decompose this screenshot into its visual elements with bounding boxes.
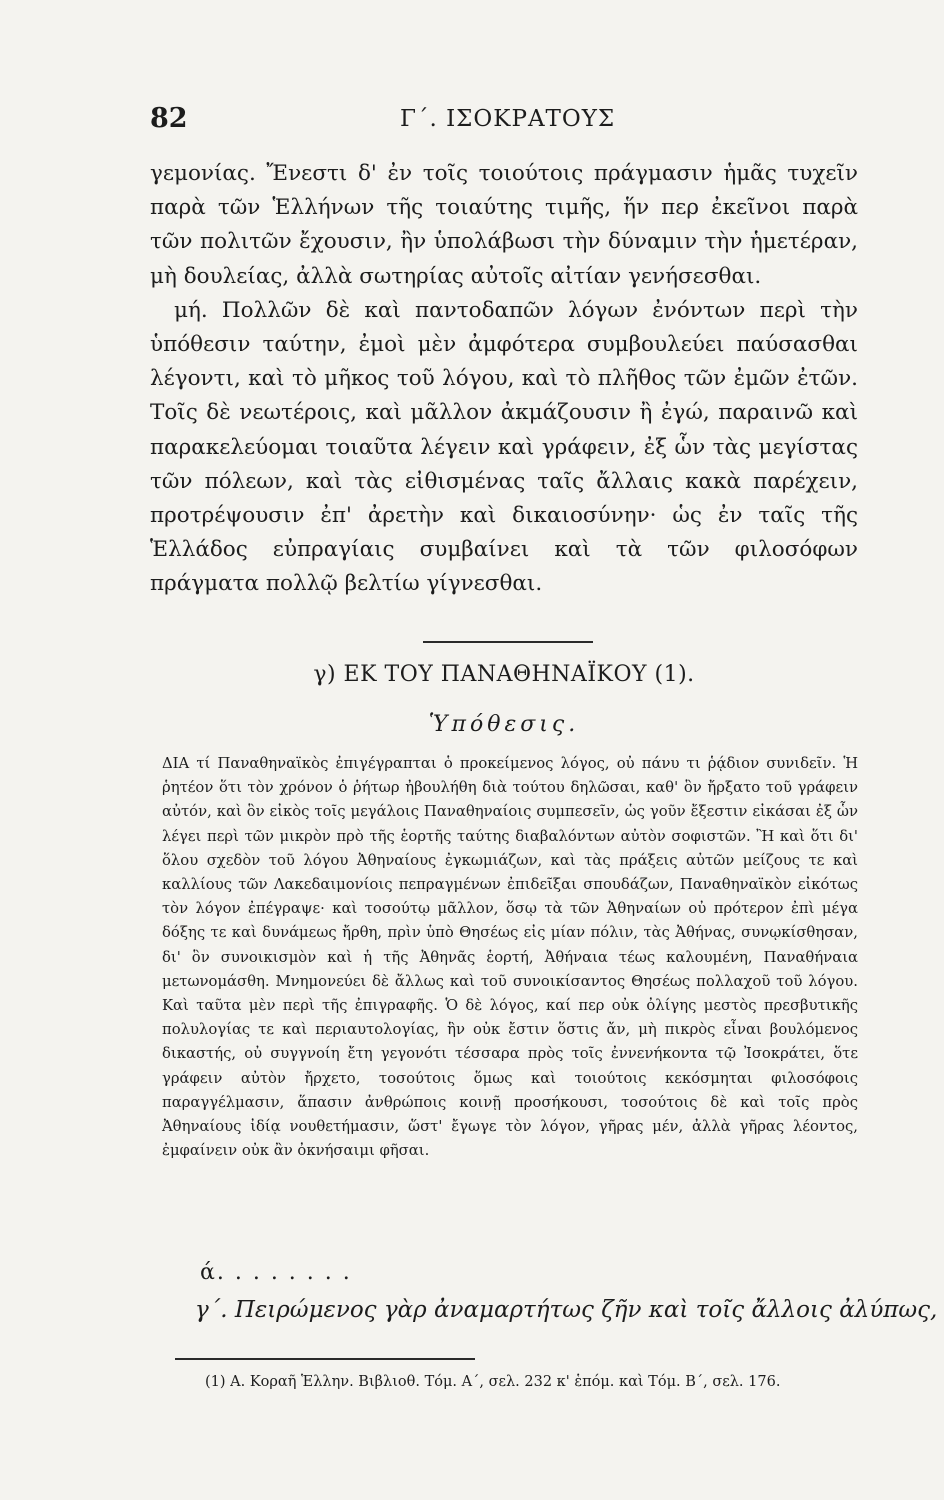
quote-line: γ΄. Πειρώμενος γὰρ ἀναμαρτήτως ζῆν καὶ τοῖς ἄλλοις ἀλύπως,: [195, 1297, 938, 1323]
running-title: Γ΄. ΙΣΟΚΡΑΤΟΥΣ: [400, 106, 616, 132]
argument-text: ΔΙΑ τί Παναθηναϊκὸς ἐπιγέγραπται ὁ προκείμενος λόγος, οὐ πάνυ τι ῥᾴδιον συνιδεῖν. Ἡ ῥητέον ὅτι τὸν χρόνον ὁ ῥήτωρ ἠβουλήθη διὰ τούτου δηλῶσαι, καθ' ὃν ἤρξατο τοῦ γράφειν αὐτόν, καὶ ὃν εἰκὸς τοῖς μεγάλοις Παναθηναίοις συμπεσεῖν, ὡς γοῦν ἔξεστιν εἰκάσαι ἐξ ὧν λέγει περὶ τῶν μικρὸν πρὸ τῆς ἑορτῆς ταύτης διαβαλόντων αὐτὸν σοφιστῶν. Ἢ καὶ ὅτι δι' ὅλου σχεδὸν τοῦ λόγου Ἀθηναίους ἐγκωμιάζων, καὶ τὰς πράξεις αὐτῶν μείζους τε καὶ καλλίους τῶν Λακεδαιμονίοις πεπραγμένων ἐπιδεῖξαι σπουδάζων, Παναθηναϊκὸν εἰκότως τὸν λόγον ἐπέγραψε· καὶ τοσούτῳ μᾶλλον, ὅσῳ τὰ τῶν Ἀθηναίων οὐ πρότερον ἐπὶ μέγα δόξης τε καὶ δυνάμεως ἤρθη, πρὶν ὑπὸ Θησέως εἰς μίαν πόλιν, τὰς Ἀθήνας, συνῳκίσθησαν, δι' ὃν συνοικισμὸν καὶ ἡ τῆς Ἀθηνᾶς ἑορτή, Ἀθήναια τέως καλουμένη, Παναθήναια μετωνομάσθη. Μνημονεύει δὲ ἄλλως καὶ τοῦ συνοικίσαντος Θησέως πολλαχοῦ τοῦ λόγου. Καὶ ταῦτα μὲν περὶ τῆς ἐπιγραφῆς. Ὁ δὲ λόγος, καί περ οὐκ ὀλίγης μεστὸς πρεσβυτικῆς πολυλογίας τε καὶ περιαυτολογίας, ἣν οὐκ ἔστιν ὅστις ἄν, μὴ πικρὸς εἶναι βουλόμενος δικαστής, οὐ συγγνοίη ἔτη γεγονότι τέσσαρα πρὸς τοῖς ἐννενήκοντα τῷ Ἰσοκράτει, ὅτε γράφειν αὐτὸν ἤρχετο, τοσούτοις ὅμως καὶ τοιούτοις κεκόσμηται φιλοσόφοις παραγγέλμασιν, ἅπασιν ἀνθρώποις κοινῇ προσήκουσι, τοσούτοις δὲ καὶ τοῖς πρὸς Ἀθηναίους ἰδίᾳ νουθετήμασιν, ὥστ' ἔγωγε τὸν λόγον, γῆρας μέν, ἀλλὰ γῆρας λέοντος, ἐμφαίνειν οὐκ ἂν ὀκνήσαιμι φῆσαι.: [162, 755, 858, 1160]
footnote-divider: [175, 1358, 475, 1360]
section-divider: [423, 641, 593, 643]
paragraph-1: γεμονίας. Ἔνεστι δ' ἐν τοῖς τοιούτοις πράγμασιν ἡμᾶς τυχεῖν παρὰ τῶν Ἑλλήνων τῆς τοιαύτης τιμῆς, ἥν περ ἐκεῖνοι παρὰ τῶν πολιτῶν ἔχουσιν, ἢν ὑπολάβωσι τὴν δύναμιν τὴν ἡμετέραν, μὴ δουλείας, ἀλλὰ σωτηρίας αὐτοῖς αἰτίαν γενήσεσθαι.: [150, 161, 858, 289]
footnote: (1) Α. Κοραῆ Ἑλλην. Βιβλιοθ. Τόμ. Α΄, σελ. 232 κ' ἑπόμ. καὶ Τόμ. Β΄, σελ. 176.: [205, 1374, 781, 1390]
page-header: [150, 103, 850, 143]
section-heading: γ) ΕΚ ΤΟΥ ΠΑΝΑΘΗΝΑΪΚΟΥ (1).: [313, 662, 695, 687]
page-number: 82: [150, 103, 188, 134]
hypothesis-title: Ὑπόθεσις.: [428, 712, 580, 737]
ellipsis-line: ά. . . . . . . .: [200, 1260, 352, 1285]
paragraph-2: μή. Πολλῶν δὲ καὶ παντοδαπῶν λόγων ἐνόντων περὶ τὴν ὑπόθεσιν ταύτην, ἐμοὶ μὲν ἀμφότερα συμβουλεύει παύσασθαι λέγοντι, καὶ τὸ μῆκος τοῦ λόγου, καὶ τὸ πλῆθος τῶν ἐμῶν ἐτῶν. Τοῖς δὲ νεωτέροις, καὶ μᾶλλον ἀκμάζουσιν ἢ ἐγώ, παραινῶ καὶ παρακελεύομαι τοιαῦτα λέγειν καὶ γράφειν, ἐξ ὧν τὰς μεγίστας τῶν πόλεων, καὶ τὰς εἰθισμένας ταῖς ἄλλαις κακὰ παρέχειν, προτρέψουσιν ἐπ' ἀρετὴν καὶ δικαιοσύνην· ὡς ἐν ταῖς τῆς Ἑλλάδος εὐπραγίαις συμβαίνει καὶ τὰ τῶν φιλοσόφων πράγματα πολλῷ βελτίω γίγνεσθαι.: [150, 297, 858, 597]
main-text: [150, 157, 858, 602]
